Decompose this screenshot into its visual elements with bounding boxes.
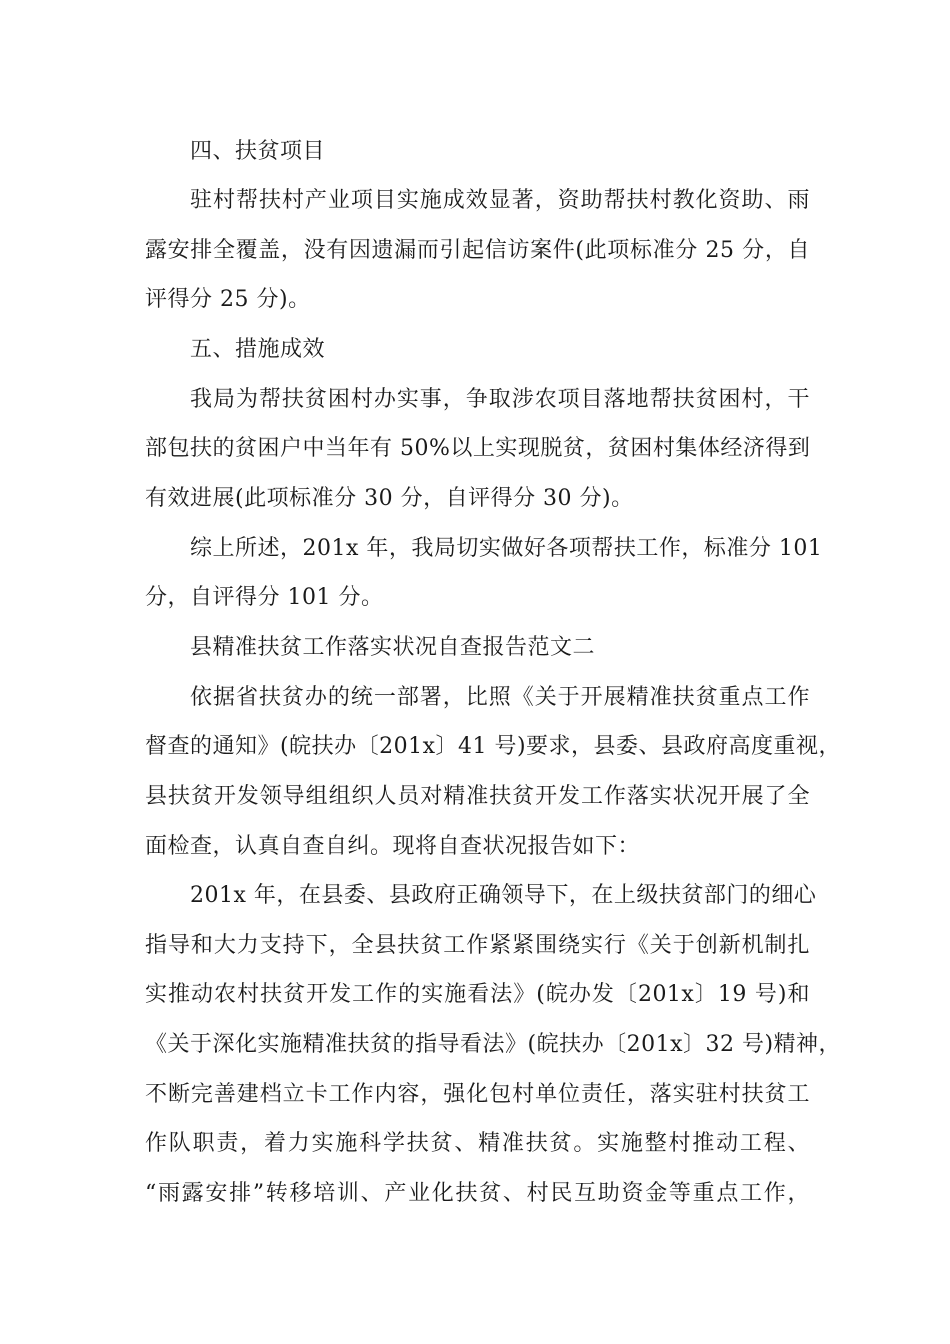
paragraph-line: 县扶贫开发领导组组织人员对精准扶贫开发工作落实状况开展了全	[145, 784, 810, 809]
paragraph-line: 不断完善建档立卡工作内容，强化包村单位责任，落实驻村扶贫工	[145, 1082, 810, 1107]
paragraph-line: 作队职责，着力实施科学扶贫、精准扶贫。实施整村推动工程、	[145, 1131, 810, 1156]
paragraph-line: 综上所述，201x 年，我局切实做好各项帮扶工作，标准分 101	[190, 536, 823, 561]
paragraph-line: 201x 年，在县委、县政府正确领导下，在上级扶贫部门的细心	[190, 883, 817, 908]
paragraph-line: 面检查，认真自查自纠。现将自查状况报告如下：	[145, 834, 641, 859]
paragraph-line: “雨露安排”转移培训、产业化扶贫、村民互助资金等重点工作，	[145, 1181, 810, 1206]
paragraph-line: 驻村帮扶村产业项目实施成效显著，资助帮扶村教化资助、雨	[190, 188, 810, 213]
heading-poverty-projects: 四、扶贫项目	[190, 139, 326, 164]
paragraph-line: 依据省扶贫办的统一部署，比照《关于开展精准扶贫重点工作	[190, 685, 810, 710]
section-title-sample-two: 县精准扶贫工作落实状况自查报告范文二	[190, 635, 596, 660]
paragraph-line: 有效进展(此项标准分 30 分，自评得分 30 分)。	[145, 486, 634, 511]
paragraph-line: 部包扶的贫困户中当年有 50%以上实现脱贫，贫困村集体经济得到	[145, 436, 811, 461]
paragraph-line: 指导和大力支持下，全县扶贫工作紧紧围绕实行《关于创新机制扎	[145, 933, 810, 958]
paragraph-line: 督查的通知》(皖扶办〔201x〕41 号)要求，县委、县政府高度重视，	[145, 734, 842, 759]
paragraph-line: 评得分 25 分)。	[145, 287, 311, 312]
paragraph-line: 实推动农村扶贫开发工作的实施看法》(皖办发〔201x〕19 号)和	[145, 982, 810, 1007]
paragraph-line: 《关于深化实施精准扶贫的指导看法》(皖扶办〔201x〕32 号)精神，	[145, 1032, 842, 1057]
paragraph-line: 我局为帮扶贫困村办实事，争取涉农项目落地帮扶贫困村，干	[190, 387, 810, 412]
heading-measures-results: 五、措施成效	[190, 337, 326, 362]
paragraph-line: 分，自评得分 101 分。	[145, 585, 384, 610]
paragraph-line: 露安排全覆盖，没有因遗漏而引起信访案件(此项标准分 25 分，自	[145, 238, 810, 263]
